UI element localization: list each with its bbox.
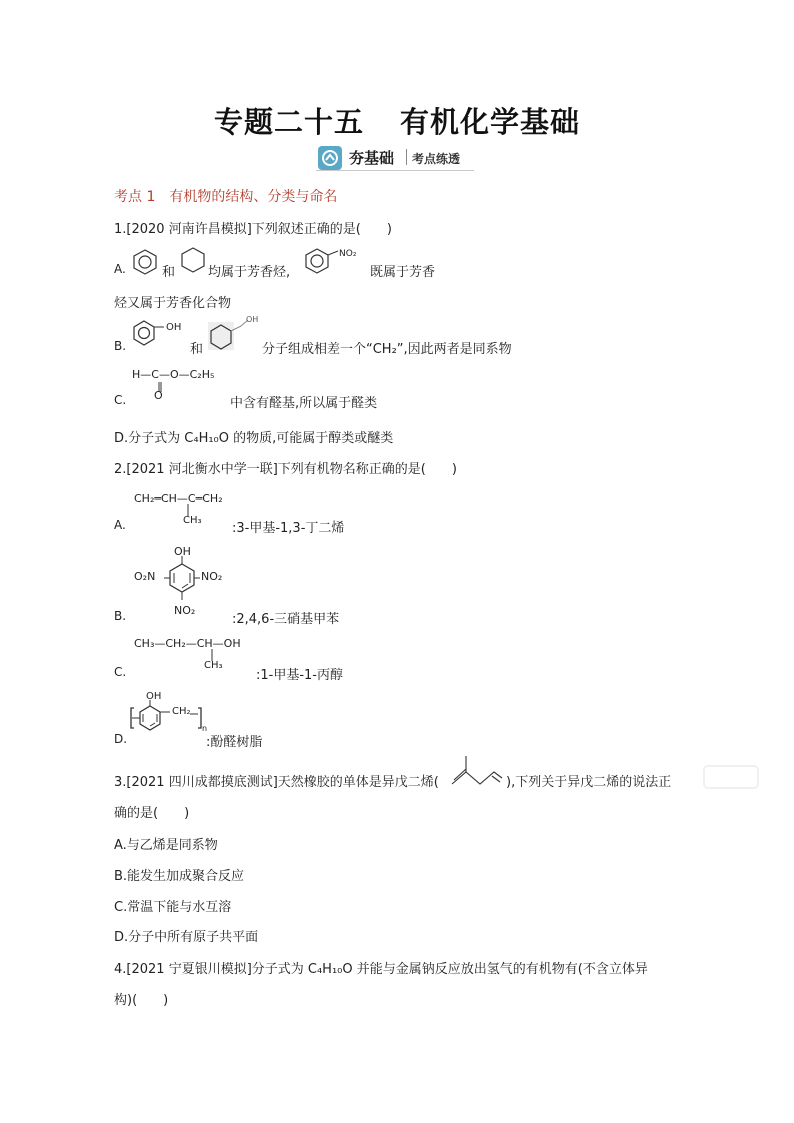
section-number: 考点 1 [114, 189, 156, 205]
badge-sub-label: 考点练透 [412, 152, 461, 166]
q1-option-a-and: 和 [162, 265, 176, 280]
q1-option-b-text: 分子组成相差一个“CH₂”,因此两者是同系物 [262, 342, 512, 357]
q3-option-d: D.分子中所有原子共平面 [114, 930, 259, 945]
q2-option-d-name: :酚醛树脂 [206, 735, 263, 750]
q2-option-a-label: A. [114, 518, 126, 532]
q4-stem-line2: 构)( ) [114, 993, 169, 1008]
q1-option-c-text: 中含有醛基,所以属于醛类 [230, 396, 378, 411]
q2-option-c-name: :1-甲基-1-丙醇 [256, 668, 343, 683]
title-right: 有机化学基础 [400, 105, 581, 139]
q2-option-c-formula: CH₃—CH₂—CH—OH [134, 637, 241, 650]
q2-option-d-oh: OH [146, 691, 162, 702]
q1-option-b-and: 和 [190, 342, 204, 357]
q2-option-b-no2-left: O₂N [134, 570, 156, 583]
benzene-structure-icon [132, 248, 158, 276]
q1-stem: 1.[2020 河南许昌模拟]下列叙述正确的是( ) [114, 222, 392, 237]
q1-option-a-label: A. [114, 262, 126, 276]
q3-stem-line2: 确的是( ) [114, 806, 190, 821]
q1-option-a-text2: 既属于芳香 [370, 265, 436, 280]
q2-option-b-no2-right: NO₂ [201, 570, 223, 583]
q1-option-c-o: O [154, 389, 163, 402]
q1-option-b-oh2: OH [246, 315, 259, 324]
q1-option-a-text1: 均属于芳香烃, [208, 265, 291, 280]
isoprene-structure-icon [450, 754, 504, 788]
cyclohexane-structure-icon [180, 246, 206, 274]
badge-main-label: 夯基础 [349, 149, 395, 167]
badge-divider [406, 149, 407, 165]
q2-option-b-oh: OH [174, 545, 191, 558]
q1-option-c-formula: H—C—O—C₂H₅ [132, 368, 215, 381]
q1-option-c-label: C. [114, 393, 127, 407]
q2-option-a-formula: CH₂═CH—C═CH₂ [134, 492, 223, 505]
q2-option-b-name: :2,4,6-三硝基甲苯 [232, 612, 340, 627]
q3-option-a: A.与乙烯是同系物 [114, 838, 218, 853]
q2-option-a-ch3: CH₃ [183, 515, 202, 526]
q1-option-a-continued: 烃又属于芳香化合物 [114, 296, 232, 311]
q2-option-a-name: :3-甲基-1,3-丁二烯 [232, 521, 345, 536]
badge-logo-icon [318, 146, 342, 170]
q3-option-b: B.能发生加成聚合反应 [114, 869, 245, 884]
watermark-icon [702, 762, 760, 792]
q2-stem: 2.[2021 河北衡水中学一联]下列有机物名称正确的是( ) [114, 462, 457, 477]
q3-option-c: C.常温下能与水互溶 [114, 900, 232, 915]
q1-option-b-label: B. [114, 339, 127, 353]
page-title [0, 100, 794, 141]
q3-stem-part1: 3.[2021 四川成都摸底测试]天然橡胶的单体是异戊二烯( [114, 775, 439, 790]
title-left: 专题二十五 [213, 105, 364, 139]
section-badge [316, 145, 474, 171]
q1-option-a-no2: NO₂ [339, 249, 357, 259]
q4-stem-line1: 4.[2021 宁夏银川模拟]分子式为 C₄H₁₀O 并能与金属钠反应放出氢气的有机物有(不含立体异 [114, 962, 648, 977]
section-heading [114, 186, 337, 206]
q2-option-c-label: C. [114, 665, 127, 679]
q2-option-d-n: n [202, 724, 208, 733]
phenolic-resin-structure-icon [128, 694, 208, 742]
section-name: 有机物的结构、分类与命名 [169, 189, 338, 205]
q3-stem-part2: ),下列关于异戊二烯的说法正 [506, 775, 672, 790]
q2-option-b-label: B. [114, 609, 127, 623]
q2-option-d-ch2: CH₂ [172, 706, 191, 717]
q2-option-c-ch3: CH₃ [204, 660, 223, 671]
q2-option-b-no2-bottom: NO₂ [174, 604, 196, 617]
q1-option-d: D.分子式为 C₄H₁₀O 的物质,可能属于醇类或醚类 [114, 431, 394, 446]
q1-option-b-oh1: OH [166, 322, 182, 333]
q2-option-d-label: D. [114, 732, 128, 746]
